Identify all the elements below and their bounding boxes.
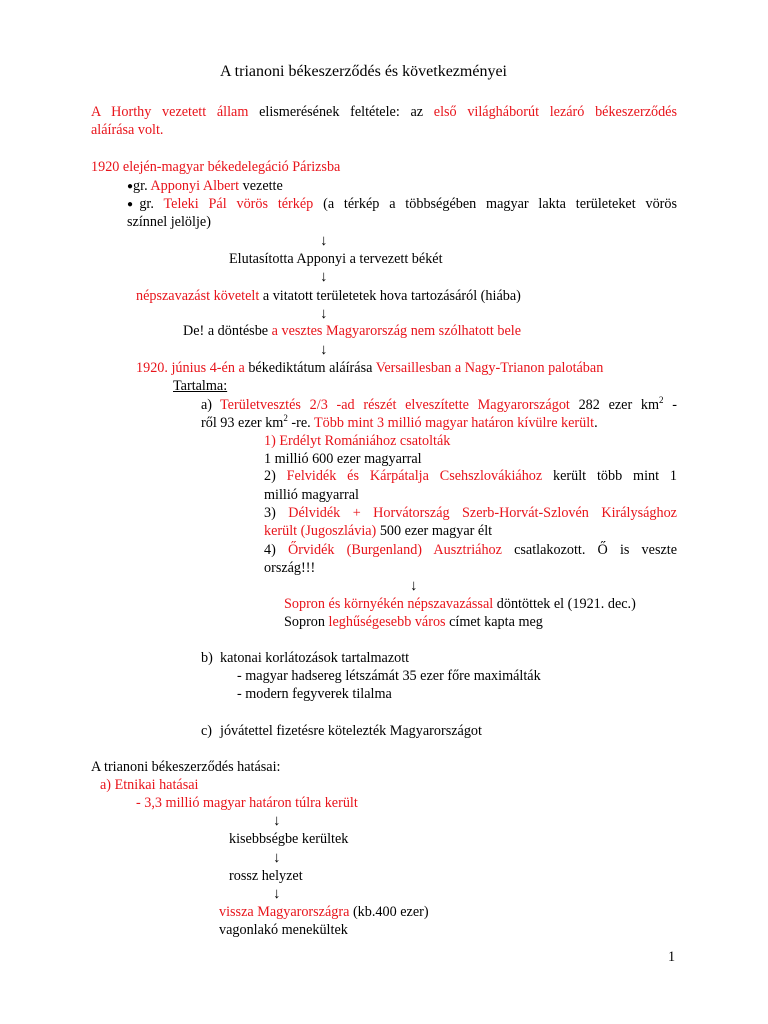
item-4-line-2: ország!!! xyxy=(264,560,316,576)
effects-step-1: kisebbségbe kerültek xyxy=(229,831,349,847)
content-a-line-1: Területvesztés 2/3 -ad részét elveszítette Magyarországot 282 ezer $km^2$ - xyxy=(220,395,677,413)
item-2-line-2: millió magyarral xyxy=(264,487,359,503)
flow-signing: 1920. június 4-én a békediktátum aláírása Versaillesban a Nagy-Trianon palotában xyxy=(136,360,604,376)
effects-a: a) Etnikai hatásai xyxy=(100,777,199,793)
delegation-heading: 1920 elején-magyar békedelegáció Párizsba xyxy=(91,159,341,175)
content-a-line-2: ről 93 ezer $km^2$ -re. Több mint 3 millió magyar határon kívülre került. xyxy=(201,413,598,431)
sopron-line-2: Sopron leghűségesebb város címet kapta meg xyxy=(284,614,543,630)
bullet-teleki-line-2: színnel jelölje) xyxy=(127,214,211,230)
content-b-label: b) xyxy=(201,650,213,666)
down-arrow-icon: ↓ xyxy=(320,342,328,358)
content-b-text: katonai korlátozások tartalmazott xyxy=(220,650,410,666)
effects-a-sub: - 3,3 millió magyar határon túlra került xyxy=(136,795,358,811)
item-2: 2) Felvidék és Kárpátalja Csehszlovákiához került több mint 1 xyxy=(264,468,677,484)
down-arrow-icon: ↓ xyxy=(273,813,281,829)
down-arrow-icon: ↓ xyxy=(410,578,418,594)
down-arrow-icon: ↓ xyxy=(320,269,328,285)
page-title: A trianoni békeszerződés és következményei xyxy=(220,63,507,80)
intro-red-2: első világháborút lezáró békeszerződés xyxy=(433,104,678,120)
page-number: 1 xyxy=(668,949,676,965)
flow-decision: De! a döntésbe a vesztes Magyarország nem szólhatott bele xyxy=(183,323,522,339)
content-c-label: c) xyxy=(201,723,213,739)
effects-step-4: vagonlakó menekültek xyxy=(219,922,348,938)
intro-line-2: aláírása volt. xyxy=(91,122,164,138)
sopron-line-1: Sopron és környékén népszavazással döntöttek el (1921. dec.) xyxy=(284,596,636,612)
intro-text: elismerésének feltétele: az xyxy=(248,104,434,120)
bullet-teleki: ●gr. Teleki Pál vörös térkép (a térkép a többségében magyar lakta területeket vörös xyxy=(127,196,678,212)
effects-step-3: vissza Magyarországra (kb.400 ezer) xyxy=(219,904,429,920)
intro-line-1 xyxy=(91,103,677,121)
flow-plebiscite: népszavazást követelt a vitatott területetek hova tartozásáról (hiába) xyxy=(136,288,521,304)
item-4: 4) Őrvidék (Burgenland) Ausztriához csatlakozott. Ő is veszte xyxy=(264,542,678,558)
content-b-item-2: - modern fegyverek tilalma xyxy=(237,686,392,702)
item-3: 3) Délvidék + Horvátország Szerb-Horvát-Szlovén Királysághoz xyxy=(264,505,677,521)
effects-heading: A trianoni békeszerződés hatásai: xyxy=(91,759,281,775)
item-3-line-2: került (Jugoszlávia) 500 ezer magyar élt xyxy=(264,523,493,539)
flow-rejected: Elutasította Apponyi a tervezett békét xyxy=(229,251,443,267)
content-c-text: jóvátettel fizetésre kötelezték Magyarországot xyxy=(220,723,482,739)
item-1-sub: 1 millió 600 ezer magyarral xyxy=(264,451,422,467)
down-arrow-icon: ↓ xyxy=(320,233,328,249)
effects-step-2: rossz helyzet xyxy=(229,868,303,884)
content-heading: Tartalma: xyxy=(173,378,228,394)
content-b-item-1: - magyar hadsereg létszámát 35 ezer főre maximálták xyxy=(237,668,541,684)
content-a-label: a) xyxy=(201,397,213,413)
intro-red-1: A Horthy vezetett állam xyxy=(91,104,249,120)
bullet-apponyi: ●gr. Apponyi Albert vezette xyxy=(127,178,283,194)
down-arrow-icon: ↓ xyxy=(273,886,281,902)
item-1: 1) Erdélyt Romániához csatolták xyxy=(264,433,451,449)
bullet-icon: ● xyxy=(127,181,134,192)
bullet-icon: ● xyxy=(127,199,140,210)
down-arrow-icon: ↓ xyxy=(273,850,281,866)
down-arrow-icon: ↓ xyxy=(320,306,328,322)
